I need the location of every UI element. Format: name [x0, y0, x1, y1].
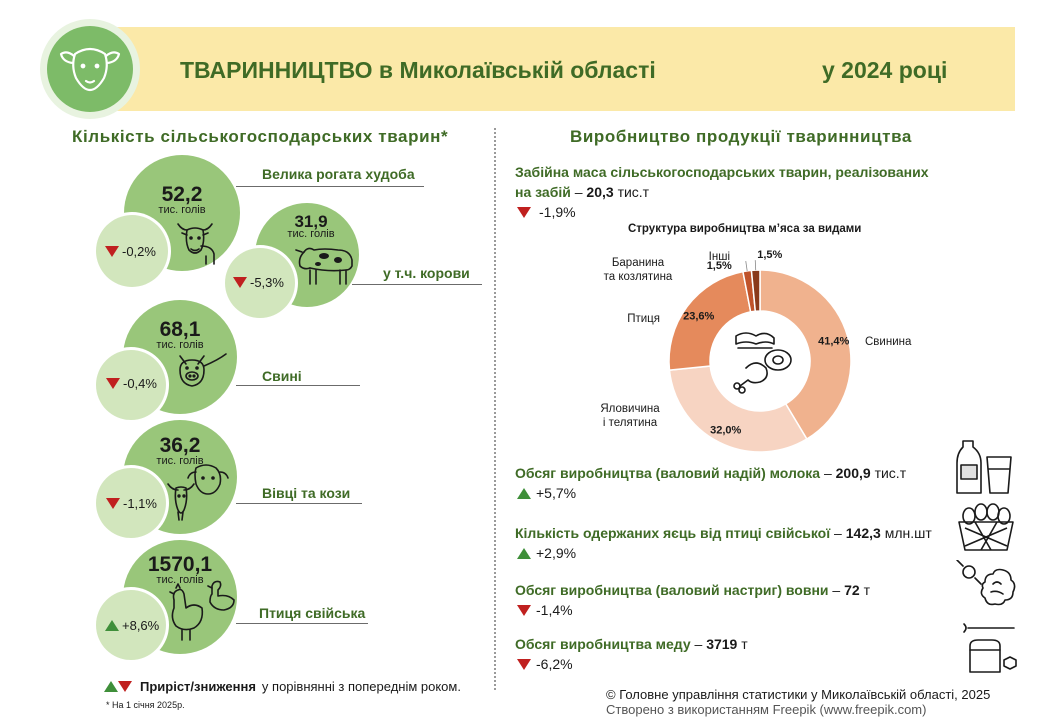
eggs-basket-icon [955, 500, 1017, 556]
change-value: +8,6% [122, 618, 160, 633]
label-underline [236, 503, 362, 504]
donut-category-label: Яловичина [600, 403, 660, 415]
product-milk-change [517, 485, 576, 501]
product-wool-change [517, 602, 573, 618]
product-unit: млн.шт [884, 525, 932, 541]
animal-label-poultry: Птиця свійська [259, 605, 366, 621]
animal-unit: тис. голів [156, 339, 204, 351]
pig-icon [172, 350, 230, 394]
meat-icon [734, 333, 791, 393]
sheep-goat-icon [164, 462, 236, 524]
honey-icon [960, 620, 1020, 678]
animal-label-cattle: Велика рогата худоба [262, 166, 415, 182]
meat-line2-label: на забій [515, 184, 571, 200]
product-unit: т [863, 582, 870, 598]
product-value: 72 [844, 582, 860, 598]
meat-value: 20,3 [586, 184, 614, 200]
meat-structure-donut-chart [560, 240, 940, 460]
donut-category-label: і телятина [602, 417, 658, 429]
change-value: +5,7% [536, 485, 577, 501]
decrease-triangle-icon [105, 246, 119, 257]
meat-change [517, 204, 576, 220]
donut-value-label: 41,4% [818, 335, 850, 348]
decrease-triangle-icon [517, 207, 531, 218]
product-unit: т [741, 636, 748, 652]
product-dash: – [820, 465, 836, 481]
product-eggs [515, 525, 932, 541]
donut-category-label: Птиця [627, 313, 660, 325]
change-cattle [105, 244, 156, 259]
increase-triangle-icon [517, 548, 531, 559]
product-dash: – [828, 582, 845, 598]
right-section-title: Виробництво продукції тваринництва [570, 127, 912, 146]
product-dash: – [690, 636, 707, 652]
sheep-head-icon [47, 26, 133, 112]
meat-line2 [515, 184, 649, 200]
cow-icon [294, 240, 356, 290]
donut-category-label: Інші [708, 251, 730, 263]
product-dash: – [830, 525, 846, 541]
label-underline [236, 186, 424, 187]
left-section-title: Кількість сільськогосподарських тварин* [72, 127, 449, 146]
change-value: -1,4% [536, 602, 573, 618]
product-label: Кількість одержаних яєць від птиці свійської [515, 525, 831, 541]
product-value: 3719 [706, 636, 738, 652]
change-cows [233, 275, 284, 290]
product-label: Обсяг виробництва (валовий настриг) вовни [515, 582, 829, 598]
legend-bold: Приріст/зниження [140, 679, 256, 694]
meat-line1: Забійна маса сільськогосподарських тварин, реалізованих [515, 164, 929, 180]
donut-value-label: 23,6% [683, 310, 715, 323]
wool-icon [955, 560, 1017, 618]
animal-value: 36,2 [159, 434, 201, 457]
credit: Створено з використанням Freepik (www.freepik.com) [606, 702, 927, 717]
change-value: -1,9% [539, 204, 576, 220]
decrease-triangle-icon [517, 659, 531, 670]
donut-value-label: 1,5% [706, 260, 732, 273]
animal-value: 52,2 [161, 183, 203, 206]
change-pigs [106, 376, 157, 391]
label-underline [352, 284, 482, 285]
animal-unit: тис. голів [156, 455, 204, 467]
animal-unit: тис. голів [158, 204, 206, 216]
label-underline [236, 385, 360, 386]
donut-category-label: Баранина [611, 257, 665, 269]
copyright: © Головне управління статистики у Миколаївській області, 2025 [606, 687, 991, 702]
meat-dash: – [570, 184, 587, 200]
donut-category-label: Свинина [865, 336, 912, 348]
animal-unit: тис. голів [156, 574, 204, 586]
donut-value-label: 1,5% [757, 249, 783, 262]
change-value: -0,4% [123, 376, 157, 391]
legend [104, 679, 461, 694]
animal-label-pigs: Свині [262, 368, 302, 384]
change-value: +2,9% [536, 545, 577, 561]
donut-leader-line [746, 261, 747, 271]
footnote: * На 1 січня 2025р. [106, 700, 185, 710]
change-poultry [105, 618, 159, 633]
change-value: -1,1% [123, 496, 157, 511]
legend-text: у порівнянні з попереднім роком. [261, 679, 461, 694]
label-underline [236, 623, 368, 624]
change-value: -6,2% [536, 656, 573, 672]
animal-value: 1570,1 [147, 553, 213, 576]
increase-triangle-icon [517, 488, 531, 499]
logo-badge [47, 26, 133, 112]
animal-label-sheep-goats: Вівці та кози [262, 485, 351, 501]
animal-unit: тис. голів [287, 228, 335, 240]
product-value: 142,3 [845, 525, 881, 541]
donut-value-label: 32,0% [710, 424, 742, 437]
product-label: Обсяг виробництва (валовий надій) молока [515, 465, 821, 481]
decrease-triangle-icon [118, 681, 132, 692]
decrease-triangle-icon [517, 605, 531, 616]
product-unit: тис.т [874, 465, 907, 481]
increase-triangle-icon [105, 620, 119, 631]
change-sheep-goats [106, 496, 157, 511]
decrease-triangle-icon [106, 498, 120, 509]
increase-triangle-icon [104, 681, 118, 692]
cattle-icon [170, 216, 220, 266]
page-title: ТВАРИННИЦТВО в Миколаївській області [180, 57, 656, 83]
product-eggs-change [517, 545, 576, 561]
milk-icon [955, 437, 1017, 497]
animal-value: 31,9 [294, 212, 328, 231]
donut-category-label: та козлятина [603, 271, 673, 283]
decrease-triangle-icon [106, 378, 120, 389]
product-label: Обсяг виробництва меду [515, 636, 691, 652]
change-value: -0,2% [122, 244, 156, 259]
page-year: у 2024 році [822, 57, 948, 83]
animal-value: 68,1 [159, 318, 201, 341]
donut-slice-1 [669, 366, 806, 452]
poultry-icon [164, 578, 240, 646]
product-wool [515, 582, 870, 598]
section-divider [494, 128, 496, 690]
product-honey-change [517, 656, 573, 672]
chart-title: Структура виробництва м’яса за видами [628, 223, 862, 235]
meat-unit: тис.т [617, 184, 650, 200]
product-honey [515, 636, 748, 652]
change-value: -5,3% [250, 275, 284, 290]
decrease-triangle-icon [233, 277, 247, 288]
animal-label-cows: у т.ч. корови [383, 265, 470, 281]
product-milk [515, 465, 906, 481]
product-value: 200,9 [835, 465, 871, 481]
